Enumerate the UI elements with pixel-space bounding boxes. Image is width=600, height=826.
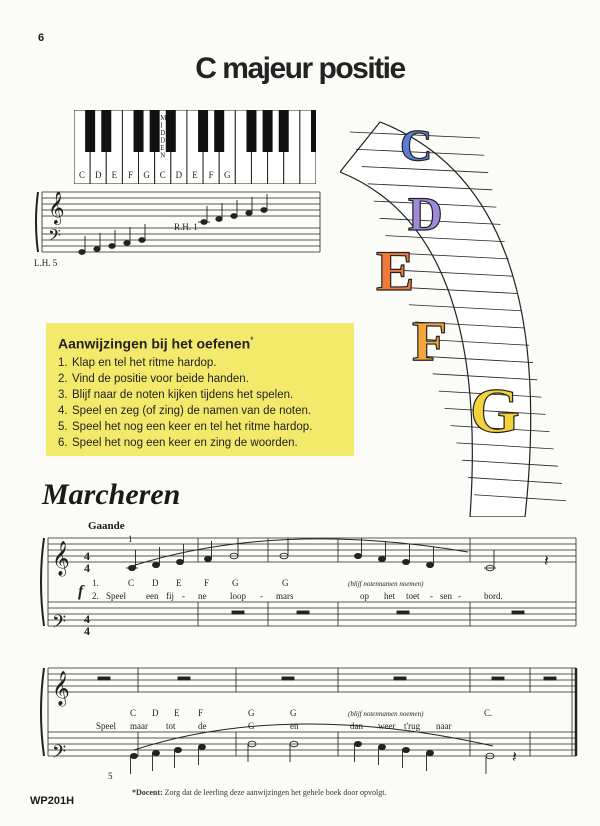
lh-label: L.H. 5 <box>34 258 58 268</box>
verse-number: 1. <box>92 578 99 588</box>
lyric: toet <box>406 591 420 601</box>
middle-c-label: M I D D E N <box>160 114 167 160</box>
item-text: Speel het nog een keer en zing de woorden. <box>72 437 298 449</box>
lyric: Speel <box>96 721 116 731</box>
music-system-1 <box>38 530 586 655</box>
key-label: G <box>224 170 231 180</box>
lyric: G <box>232 578 239 588</box>
key-label: D <box>175 170 183 180</box>
finger-number: 5 <box>108 771 113 781</box>
instructions-title <box>58 335 254 352</box>
note-head <box>379 556 386 561</box>
note-head <box>124 241 130 246</box>
key-label: C <box>159 170 166 180</box>
lyric: C <box>128 578 135 588</box>
note-head <box>216 217 222 222</box>
key-label: F <box>208 170 214 180</box>
note-head <box>177 559 184 564</box>
lyric: en <box>290 721 299 731</box>
footnote-text: Zorg dat de leerling deze aanwijzingen het gehele boek door opvolgt. <box>164 788 387 797</box>
whole-rest <box>297 611 309 614</box>
note-head <box>94 247 100 252</box>
black-key <box>279 110 289 152</box>
lyric: loop <box>230 591 247 601</box>
whole-rest <box>397 611 409 614</box>
lyric: het <box>384 591 395 601</box>
list-item <box>58 371 312 387</box>
treble-clef-icon: 𝄞 <box>48 193 65 224</box>
time-signature-bottom: 4 <box>84 624 90 638</box>
list-item <box>58 403 312 419</box>
teacher-footnote <box>132 788 386 797</box>
lyric: sen <box>440 591 452 601</box>
time-signature-bottom: 4 <box>84 561 90 575</box>
lyric: t'rug <box>404 721 421 731</box>
whole-rest <box>282 677 294 680</box>
lyric: bord. <box>484 591 503 601</box>
black-key <box>166 110 176 152</box>
note-head <box>109 244 115 249</box>
lyric: tot <box>166 721 176 731</box>
lyric: E <box>174 708 180 718</box>
letter-character-c: C <box>400 120 433 170</box>
bass-clef-icon: 𝄢 <box>52 611 67 636</box>
lyric: - <box>458 591 461 601</box>
item-text: Blijf naar de noten kijken tijdens het spelen. <box>72 389 294 401</box>
black-key <box>150 110 160 152</box>
whole-rest <box>232 611 244 614</box>
lyric: Speel <box>106 591 126 601</box>
lyric: F <box>204 578 210 588</box>
system-brace <box>41 538 44 626</box>
treble-clef-icon: 𝄞 <box>52 542 70 575</box>
item-number: 6. <box>58 437 68 449</box>
lyric: F <box>198 708 204 718</box>
whole-rest <box>178 677 190 680</box>
keyboard-diagram <box>74 110 316 184</box>
lyric: - <box>260 591 263 601</box>
item-text: Vind de positie voor beide handen. <box>72 373 249 385</box>
finger-number: 1 <box>128 534 133 544</box>
time-signature-top: 4 <box>84 549 90 563</box>
black-key <box>198 110 208 152</box>
footnote-label: *Docent: <box>132 788 163 797</box>
whole-rest <box>98 677 110 680</box>
whole-rest <box>512 611 524 614</box>
note-head <box>79 250 85 255</box>
whole-rest <box>394 677 406 680</box>
lyric: E <box>176 578 182 588</box>
item-number: 1. <box>58 357 68 369</box>
lyric: (blijf notennamen noemen) <box>348 580 424 588</box>
instructions-list <box>58 355 312 451</box>
lyric: G <box>248 708 255 718</box>
item-text: Klap en tel het ritme hardop. <box>72 357 217 369</box>
item-number: 3. <box>58 389 68 401</box>
key-label: E <box>192 170 198 180</box>
page-number: 6 <box>38 32 45 44</box>
black-key <box>101 110 111 152</box>
note-head <box>427 562 434 567</box>
treble-clef-icon: 𝄞 <box>52 672 70 705</box>
lyric: G <box>248 721 255 731</box>
note-head <box>205 556 212 561</box>
key-label: D <box>94 170 102 180</box>
tempo-marking: Gaande <box>88 520 125 532</box>
lyric: de <box>198 721 207 731</box>
lyric: - <box>182 591 185 601</box>
lyric: C. <box>484 708 493 718</box>
list-item <box>58 435 312 451</box>
page-title: C majeur positie <box>195 52 405 85</box>
lyric: weer <box>378 721 396 731</box>
black-key <box>134 110 144 152</box>
item-text: Speel het nog een keer en tel het ritme hardop. <box>72 421 313 433</box>
note-head <box>175 747 182 752</box>
item-number: 5. <box>58 421 68 433</box>
quarter-rest-icon: 𝄽 <box>544 553 549 570</box>
item-number: 2. <box>58 373 68 385</box>
black-key <box>85 110 95 152</box>
note-head <box>403 747 410 752</box>
letter-character-g: G <box>470 375 520 446</box>
rh-label: R.H. 1 <box>174 222 198 232</box>
item-number: 4. <box>58 405 68 417</box>
note-head <box>379 744 386 749</box>
bass-clef-icon: 𝄢 <box>48 227 61 249</box>
lyric: (blijf notennamen noemen) <box>348 710 424 718</box>
quarter-rest-icon: 𝄽 <box>512 749 517 766</box>
bass-clef-icon: 𝄢 <box>52 741 67 766</box>
list-item <box>58 387 312 403</box>
letter-character-d: D <box>408 188 443 241</box>
whole-rest <box>544 677 556 680</box>
system-brace <box>41 668 44 756</box>
whole-rest <box>492 677 504 680</box>
list-item <box>58 355 312 371</box>
practice-instructions <box>46 323 354 456</box>
key-label: F <box>127 170 133 180</box>
letters-keyboard-illustration <box>340 112 570 517</box>
lyric: op <box>360 591 369 601</box>
lyric: een <box>146 591 159 601</box>
note-head <box>153 562 160 567</box>
instructions-title-text: Aanwijzingen bij het oefenen <box>58 335 251 352</box>
key-label: G <box>143 170 150 180</box>
publisher-code: WP201H <box>30 795 75 807</box>
lyric: dan <box>350 721 363 731</box>
black-key <box>214 110 224 152</box>
lyric: fij <box>166 591 174 601</box>
letter-character-f: F <box>412 310 448 373</box>
note-head <box>131 753 138 758</box>
note-head <box>231 214 237 219</box>
key-label: E <box>111 170 118 180</box>
note-head <box>246 211 252 216</box>
lyric: G <box>290 708 297 718</box>
key-label: C <box>79 170 86 180</box>
lyric: mars <box>276 591 294 601</box>
note-head <box>261 208 267 213</box>
lyric: naar <box>436 721 452 731</box>
lyric: G <box>282 578 289 588</box>
music-system-2 <box>38 660 586 785</box>
dynamic-forte: f <box>78 583 84 600</box>
lyric: ne <box>198 591 207 601</box>
note-head <box>427 750 434 755</box>
note-head <box>139 238 145 243</box>
lyric: D <box>152 578 159 588</box>
footnote-marker: * <box>250 335 254 345</box>
note-head <box>403 559 410 564</box>
item-text: Speel en zeg (of zing) de namen van de noten. <box>72 405 312 417</box>
lyric: - <box>430 591 433 601</box>
black-key <box>263 110 273 152</box>
lyric: C <box>130 708 137 718</box>
letter-character-e: E <box>376 240 415 303</box>
note-head <box>199 744 206 749</box>
list-item <box>58 419 312 435</box>
black-key <box>311 110 316 152</box>
verse-number: 2. <box>92 591 99 601</box>
note-head <box>355 741 362 746</box>
black-key <box>246 110 256 152</box>
note-head <box>153 750 160 755</box>
time-signature-top: 4 <box>84 612 90 626</box>
note-head <box>355 553 362 558</box>
lyric: maar <box>130 721 148 731</box>
song-title: Marcheren <box>42 478 181 511</box>
lyric: D <box>152 708 159 718</box>
position-staff <box>34 184 324 274</box>
